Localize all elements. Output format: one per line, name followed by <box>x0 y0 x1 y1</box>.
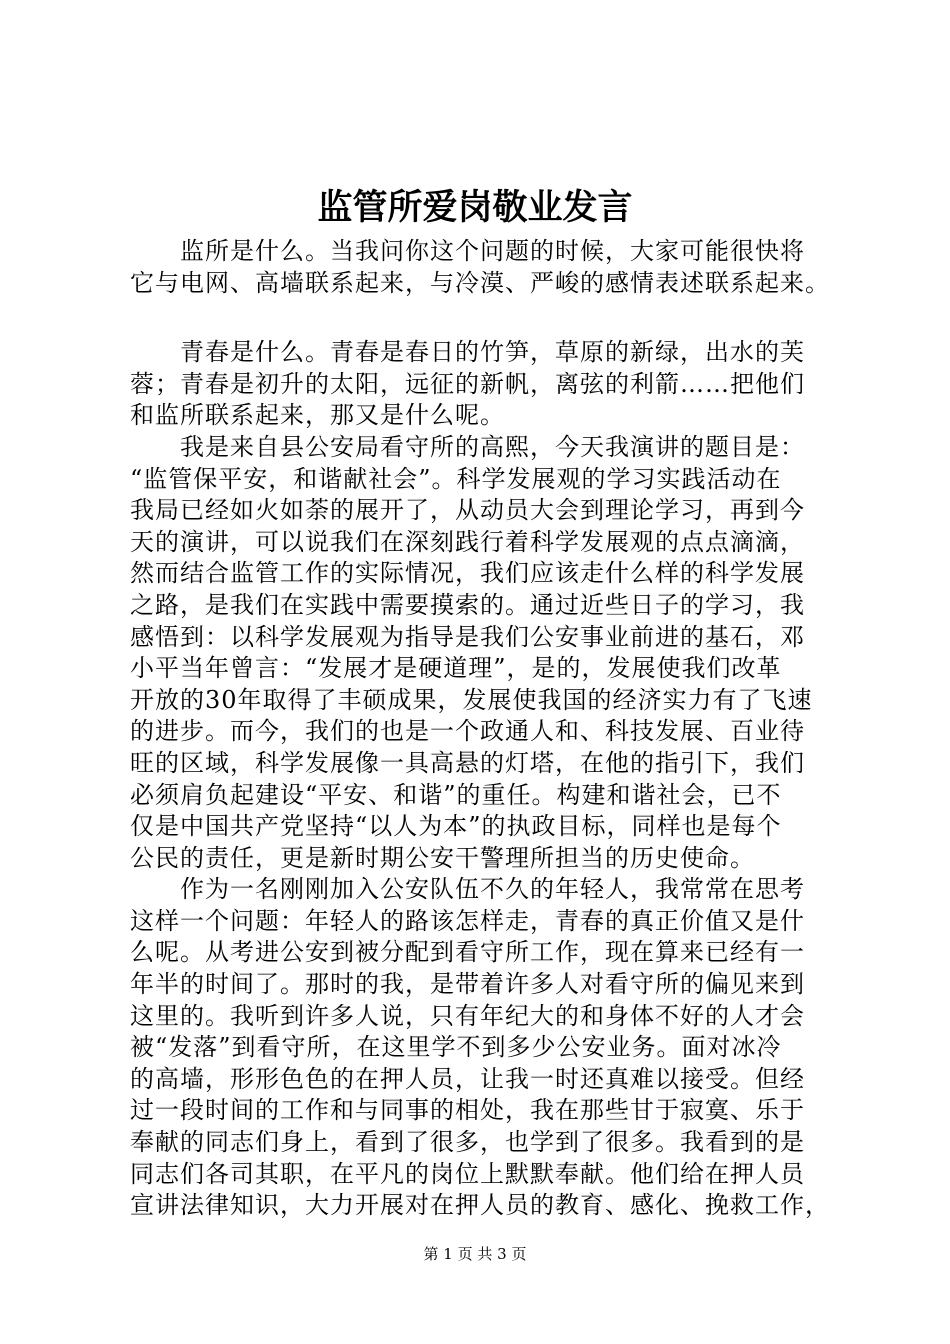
text-line: 的高墙，形形色色的在押人员，让我一时还真难以接受。但经 <box>130 1064 805 1093</box>
text-line: 宣讲法律知识，大力开展对在押人员的教育、感化、挽救工作， <box>130 1191 830 1220</box>
text-line: 监所是什么。当我问你这个问题的时候，大家可能很快将 <box>130 237 805 265</box>
document-body <box>130 236 845 1222</box>
page-number-footer: 第 1 页 共 3 页 <box>423 1245 527 1263</box>
text-line: 我是来自县公安局看守所的高熙，今天我演讲的题目是： <box>130 432 805 461</box>
text-line: “监管保平安，和谐献社会”。科学发展观的学习实践活动在 <box>130 464 782 493</box>
text-line: 它与电网、高墙联系起来，与冷漠、严峻的感情表述联系起来。 <box>130 268 830 297</box>
text-line: 感悟到：以科学发展观为指导是我们公安事业前进的基石，邓 <box>130 622 805 651</box>
text-line: 必须肩负起建设“平安、和谐”的重任。构建和谐社会，已不 <box>130 780 782 809</box>
text-line: 仅是中国共产党坚持“以人为本”的执政目标，同样也是每个 <box>130 812 782 841</box>
text-line: 天的演讲，可以说我们在深刻践行着科学发展观的点点滴滴， <box>130 527 805 556</box>
paragraph <box>130 874 845 1222</box>
text-line: 同志们各司其职，在平凡的岗位上默默奉献。他们给在押人员 <box>130 1159 805 1188</box>
paragraph <box>130 337 845 432</box>
text-line: 旺的区域，科学发展像一具高悬的灯塔，在他的指引下，我们 <box>130 748 805 777</box>
text-line: 之路，是我们在实践中需要摸索的。通过近些日子的学习，我 <box>130 590 805 619</box>
text-line: 这里的。我听到许多人说，只有年纪大的和身体不好的人才会 <box>130 1001 805 1030</box>
text-line: 蓉；青春是初升的太阳，远征的新帆，离弦的利箭……把他们 <box>130 369 805 398</box>
text-line: 奉献的同志们身上，看到了很多，也学到了很多。我看到的是 <box>130 1128 805 1157</box>
text-line: 然而结合监管工作的实际情况，我们应该走什么样的科学发展 <box>130 559 805 588</box>
document-title: 监管所爱岗敬业发言 <box>317 187 633 228</box>
text-line: 小平当年曾言：“发展才是硬道理”，是的，发展使我们改革 <box>130 654 782 683</box>
text-line: 我局已经如火如荼的展开了，从动员大会到理论学习，再到今 <box>130 496 805 525</box>
text-line: 的进步。而今，我们的也是一个政通人和、科技发展、百业待 <box>130 717 805 746</box>
text-line: 开放的30年取得了丰硕成果，发展使我国的经济实力有了飞速 <box>130 685 813 714</box>
text-line: 过一段时间的工作和与同事的相处，我在那些甘于寂寞、乐于 <box>130 1096 805 1125</box>
text-line: 青春是什么。青春是春日的竹笋，草原的新绿，出水的芙 <box>130 338 805 367</box>
text-line: 公民的责任，更是新时期公安干警理所担当的历史使命。 <box>130 843 755 872</box>
text-line: 作为一名刚刚加入公安队伍不久的年轻人，我常常在思考 <box>130 875 805 904</box>
text-line: 么呢。从考进公安到被分配到看守所工作，现在算来已经有一 <box>130 938 805 967</box>
paragraph <box>130 236 845 299</box>
text-line: 和监所联系起来，那又是什么呢。 <box>130 401 505 430</box>
paragraph <box>130 432 845 874</box>
paragraph-spacer <box>130 299 845 337</box>
text-line: 被“发落”到看守所，在这里学不到多少公安业务。面对冰冷 <box>130 1033 782 1062</box>
text-line: 年半的时间了。那时的我，是带着许多人对看守所的偏见来到 <box>130 970 805 999</box>
text-line: 这样一个问题：年轻人的路该怎样走，青春的真正价值又是什 <box>130 906 805 935</box>
